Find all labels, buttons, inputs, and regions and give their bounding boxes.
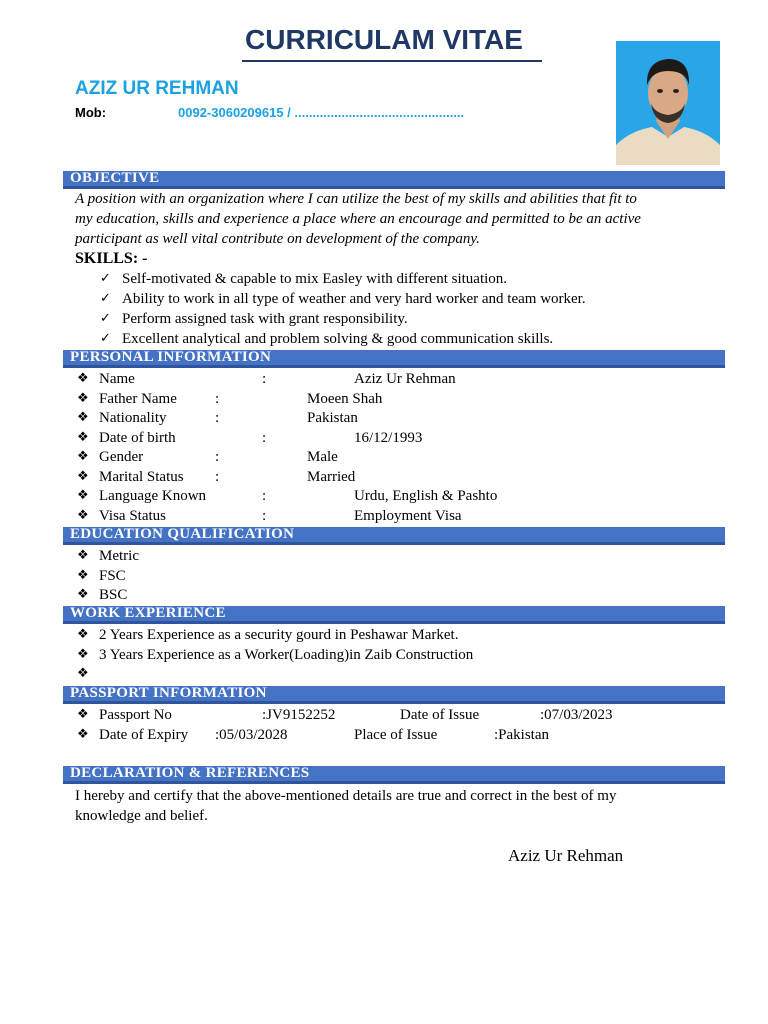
field-label: Language Known xyxy=(99,488,207,504)
skill-text: Self-motivated & capable to mix Easley with different situation. xyxy=(122,271,508,287)
work-section-header xyxy=(63,605,725,623)
passport-heading: PASSPORT INFORMATION xyxy=(70,685,267,701)
skill-text: Excellent analytical and problem solving & good communication skills. xyxy=(122,331,554,347)
field-label: Date of birth xyxy=(99,429,176,446)
field-value: 16/12/1993 xyxy=(354,429,423,446)
skill-text: Perform assigned task with grant responsibility. xyxy=(122,311,408,327)
education-item: Metric xyxy=(99,548,139,564)
colon: : xyxy=(262,507,267,524)
personal-heading: PERSONAL INFORMATION xyxy=(70,349,272,365)
passport-no-label: Passport No xyxy=(99,707,172,723)
colon: : xyxy=(262,429,267,446)
place-value: :Pakistan xyxy=(494,727,549,743)
diamond-bullet-icon: ❖ xyxy=(77,506,89,522)
field-value: Pakistan xyxy=(307,410,358,426)
diamond-bullet-icon: ❖ xyxy=(77,370,89,385)
declaration-heading: DECLARATION & REFERENCES xyxy=(70,765,310,781)
diamond-bullet-icon: ❖ xyxy=(77,428,89,444)
field-label: Marital Status xyxy=(99,468,184,485)
diamond-bullet-icon: ❖ xyxy=(77,389,89,405)
diamond-bullet-icon: ❖ xyxy=(77,665,89,680)
mobile-number: 0092-3060209615 / ............................................... xyxy=(178,105,465,120)
objective-heading: OBJECTIVE xyxy=(70,170,160,186)
declaration-line: knowledge and belief. xyxy=(75,808,208,824)
personal-section-header xyxy=(63,349,725,367)
colon: : xyxy=(215,468,220,485)
candidate-name: AZIZ UR REHMAN xyxy=(75,78,239,99)
diamond-bullet-icon: ❖ xyxy=(77,586,89,601)
field-label: Nationality xyxy=(99,410,167,426)
issue-date-value: :07/03/2023 xyxy=(540,707,613,723)
diamond-bullet-icon: ❖ xyxy=(77,409,89,424)
education-heading: EDUCATION QUALIFICATION xyxy=(70,526,295,542)
field-value: Urdu, English & Pashto xyxy=(354,488,498,504)
objective-line: my education, skills and experience a place where an encourage and permitted to be an active xyxy=(75,211,641,227)
education-section-header xyxy=(63,526,725,544)
colon: : xyxy=(262,488,267,504)
diamond-bullet-icon: ❖ xyxy=(77,487,89,502)
checkmark-icon: ✓ xyxy=(100,270,111,285)
field-label: Visa Status xyxy=(99,507,167,524)
diamond-bullet-icon: ❖ xyxy=(77,566,89,582)
education-item: FSC xyxy=(99,567,126,584)
checkmark-icon: ✓ xyxy=(100,290,111,305)
colon: : xyxy=(215,390,220,407)
signature-name: Aziz Ur Rehman xyxy=(508,846,624,865)
declaration-line: I hereby and certify that the above-mentioned details are true and correct in the best of my xyxy=(75,788,617,804)
diamond-bullet-icon: ❖ xyxy=(77,706,89,721)
colon: : xyxy=(215,449,220,465)
work-item: 3 Years Experience as a Worker(Loading)in Zaib Construction xyxy=(99,646,474,663)
work-item: 2 Years Experience as a security gourd in Peshawar Market. xyxy=(99,627,459,643)
expiry-label: Date of Expiry xyxy=(99,727,189,743)
objective-section-header xyxy=(63,170,725,188)
field-label: Name xyxy=(99,371,135,387)
diamond-bullet-icon: ❖ xyxy=(77,726,89,741)
diamond-bullet-icon: ❖ xyxy=(77,645,89,661)
field-label: Gender xyxy=(99,449,144,465)
declaration-section-header xyxy=(63,765,725,783)
colon: : xyxy=(262,371,267,387)
field-value: Married xyxy=(307,468,356,485)
skill-text: Ability to work in all type of weather and very hard worker and team worker. xyxy=(122,291,586,307)
checkmark-icon: ✓ xyxy=(100,310,111,325)
objective-line: A position with an organization where I can utilize the best of my skills and abilities that fit to xyxy=(75,191,637,207)
field-value: Moeen Shah xyxy=(307,390,383,407)
passport-section-header xyxy=(63,685,725,703)
passport-no-value: :JV9152252 xyxy=(262,707,336,723)
field-value: Employment Visa xyxy=(354,507,462,524)
objective-line: participant as well vital contribute on development of the company. xyxy=(75,231,480,247)
skills-heading: SKILLS: - xyxy=(75,250,148,267)
title-underline xyxy=(242,60,542,62)
profile-photo xyxy=(616,41,720,165)
diamond-bullet-icon: ❖ xyxy=(77,547,89,562)
place-label: Place of Issue xyxy=(354,727,438,743)
field-label: Father Name xyxy=(99,390,177,407)
field-value: Aziz Ur Rehman xyxy=(354,371,456,387)
issue-date-label: Date of Issue xyxy=(400,707,480,723)
diamond-bullet-icon: ❖ xyxy=(77,626,89,641)
checkmark-icon: ✓ xyxy=(100,330,111,345)
education-item: BSC xyxy=(99,587,128,603)
field-value: Male xyxy=(307,449,338,465)
diamond-bullet-icon: ❖ xyxy=(77,467,89,483)
work-heading: WORK EXPERIENCE xyxy=(70,605,226,621)
expiry-value: :05/03/2028 xyxy=(215,727,288,743)
diamond-bullet-icon: ❖ xyxy=(77,448,89,463)
page-title: CURRICULAM VITAE xyxy=(245,24,523,55)
mobile-label: Mob: xyxy=(75,105,107,120)
colon: : xyxy=(215,410,220,426)
